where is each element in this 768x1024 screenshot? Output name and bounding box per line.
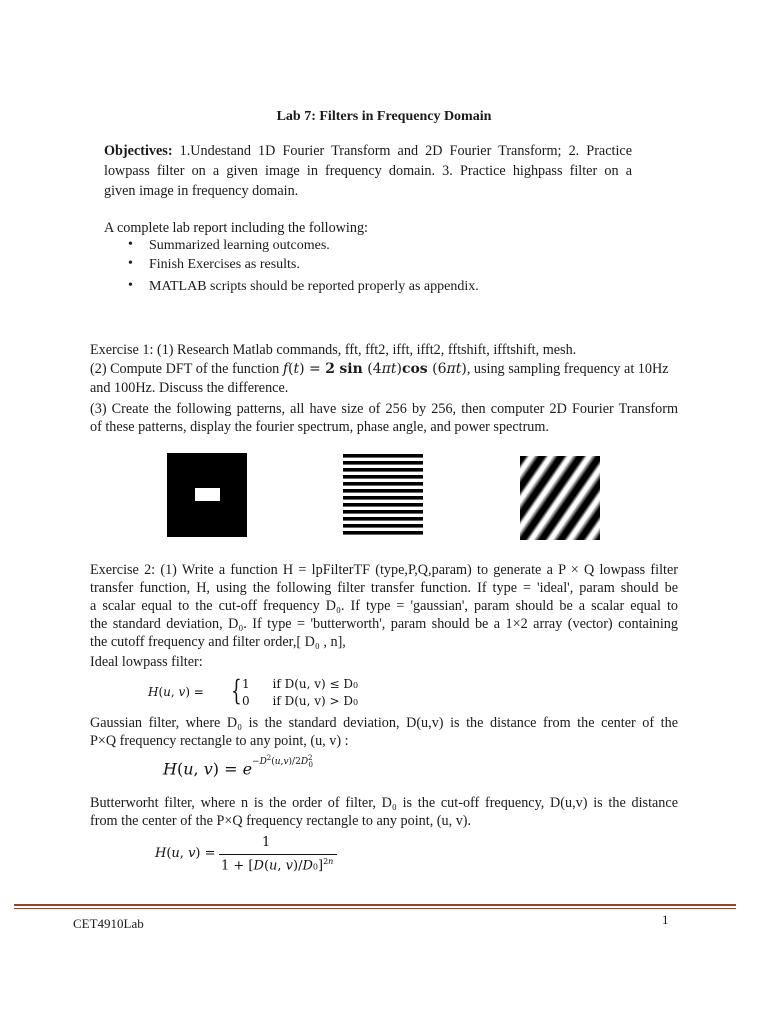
page-title: Lab 7: Filters in Frequency Domain [276,109,492,124]
objectives-line3: given image in frequency domain. [104,183,299,199]
exercise1-line2 [90,360,678,378]
ideal-case-2: 0 if D(u, v) > D [242,694,354,708]
butterworth-line1: Butterworht filter, where n is the order of filter, D₀ is the cut-off frequency, D(u,v) is the distance [90,795,678,811]
footer-rule-bottom [14,908,736,909]
dft-function-formula: f(t) = 2 sin (4πt)cos (6πt) [282,361,467,377]
report-item-2: Finish Exercises as results. [149,257,300,272]
exercise1-line3: and 100Hz. Discuss the difference. [90,380,289,396]
bullet-icon: • [128,256,133,271]
exercise1-line1: Exercise 1: (1) Research Matlab commands, fft, fft2, ifft, ifft2, fftshift, ifftshift, mesh. [90,342,577,358]
objectives-paragraph [104,142,632,200]
bullet-icon: • [128,278,133,293]
ideal-filter-equation: H(u, v) = { 1 if D(u, v) ≤ D 0 0 if D(u, v) > D 0 [148,674,359,708]
pattern-horizontal-stripes-image [343,454,423,538]
exercise2-line3: a scalar equal to the cut-off frequency D₀. If type = 'gaussian', param should be a scalar equal to [90,598,678,614]
footer-rule-top [14,904,736,906]
pattern-diagonal-stripes-image [520,456,600,540]
ideal-case-1: 1 if D(u, v) ≤ D [242,677,354,691]
exercise1-line2-pre: (2) Compute DFT of the function [90,361,283,377]
gaussian-line2: P×Q frequency rectangle to any point, (u, v) : [90,733,349,749]
butterworth-line2: from the center of the P×Q frequency rectangle to any point, (u, v). [90,813,472,829]
report-intro: A complete lab report including the following: [104,220,368,236]
exercise1-line2-post: , using sampling frequency at 10Hz [466,361,669,377]
ideal-filter-label: Ideal lowpass filter: [90,654,203,670]
butterworth-filter-equation: H(u, v) = 1 1 + [D(u, v)/D0]$^{2n}$ [155,836,345,876]
gaussian-filter-equation: H(u, $v) = e^{-D^2(u,v)/2D^2_0}$ [163,754,313,779]
page-number: 1 [662,912,669,927]
objectives-label: Objectives: [104,143,173,159]
exercise2-line2: transfer function, H, using the following filter transfer function. If type = 'ideal', param should be [90,580,678,596]
report-item-3: MATLAB scripts should be reported properly as appendix. [149,279,479,294]
objectives-line2: lowpass filter on a given image in frequency domain. 3. Practice highpass filter on a [104,163,632,179]
gaussian-line1: Gaussian filter, where D₀ is the standard deviation, D(u,v) is the distance from the center of the [90,715,678,731]
pattern-rectangle-image [167,453,247,537]
exercise2-line1: Exercise 2: (1) Write a function H = lpFilterTF (type,P,Q,param) to generate a P × Q lowpass filter [90,562,678,578]
objectives-line1: 1.Undestand 1D Fourier Transform and 2D Fourier Transform; 2. Practice [172,143,632,159]
exercise2-line4: the standard deviation, D₀. If type = 'butterworth', param should be a 1×2 array (vector) containing [90,616,678,632]
exercise1-line4: (3) Create the following patterns, all have size of 256 by 256, then computer 2D Fourier Transform [90,401,678,417]
footer-course-code: CET4910Lab [73,916,144,931]
exercise2-line5: the cutoff frequency and filter order,[ D₀ , n], [90,634,346,650]
report-item-1: Summarized learning outcomes. [149,238,330,253]
exercise1-line5: of these patterns, display the fourier spectrum, phase angle, and power spectrum. [90,419,549,435]
bullet-icon: • [128,237,133,252]
